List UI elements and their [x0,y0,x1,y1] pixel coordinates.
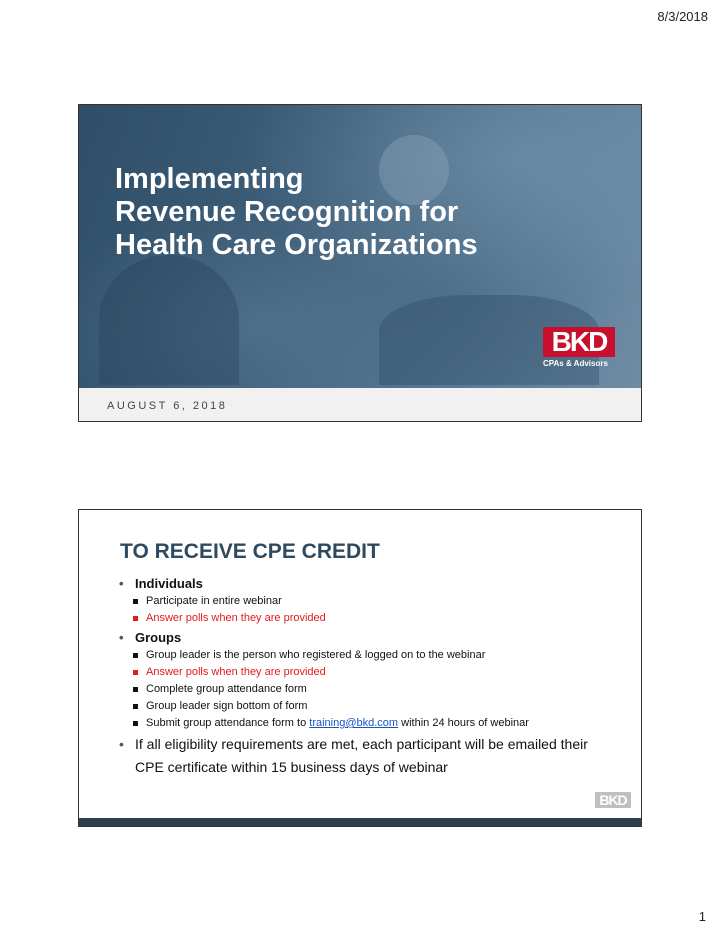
submit-prefix: Submit group attendance form to [146,717,310,729]
slide-footer-bar [79,818,641,826]
date-bar [79,388,641,422]
bullet-eligibility: • If all eligibility requirements are met, each participant will be emailed their CPE certificate within 15 business days of webinar [119,733,619,779]
bullet-label: Groups [135,630,182,645]
sub-bullet-list [119,647,619,732]
bullet-individuals [119,574,619,593]
title-slide [78,104,642,422]
sub-bullet-list [119,593,619,627]
presentation-date: AUGUST 6, 2018 [107,400,228,412]
bkd-logo [543,327,615,375]
title-line: Implementing [115,163,304,195]
slide-title: TO RECEIVE CPE CREDIT [120,540,380,563]
bullet-label: Individuals [135,576,203,591]
sub-bullet: Complete group attendance form [119,681,619,698]
bkd-logo-tagline: CPAs & Advisors [543,359,608,368]
bullet-list [119,574,619,779]
submit-suffix: within 24 hours of webinar [398,717,529,729]
sub-bullet: Participate in entire webinar [119,593,619,610]
bullet-groups [119,628,619,647]
page-date: 8/3/2018 [657,9,708,24]
slide-title [115,163,478,262]
page-number: 1 [698,909,706,924]
title-line: Health Care Organizations [115,229,478,261]
sub-bullet-highlight: Answer polls when they are provided [119,664,619,681]
sub-bullet: Group leader is the person who registered & logged on to the webinar [119,647,619,664]
cpe-credit-slide [78,509,642,827]
sub-bullet-highlight: Answer polls when they are provided [119,610,619,627]
hero-background [79,105,641,388]
bkd-logo-mark: BKD [543,327,615,357]
bkd-small-logo: BKD [595,792,631,808]
title-line: Revenue Recognition for [115,196,459,228]
sub-bullet-submit [119,715,619,732]
sub-bullet: Group leader sign bottom of form [119,698,619,715]
hero-decoration [99,255,239,385]
training-email-link[interactable]: training@bkd.com [309,717,399,729]
